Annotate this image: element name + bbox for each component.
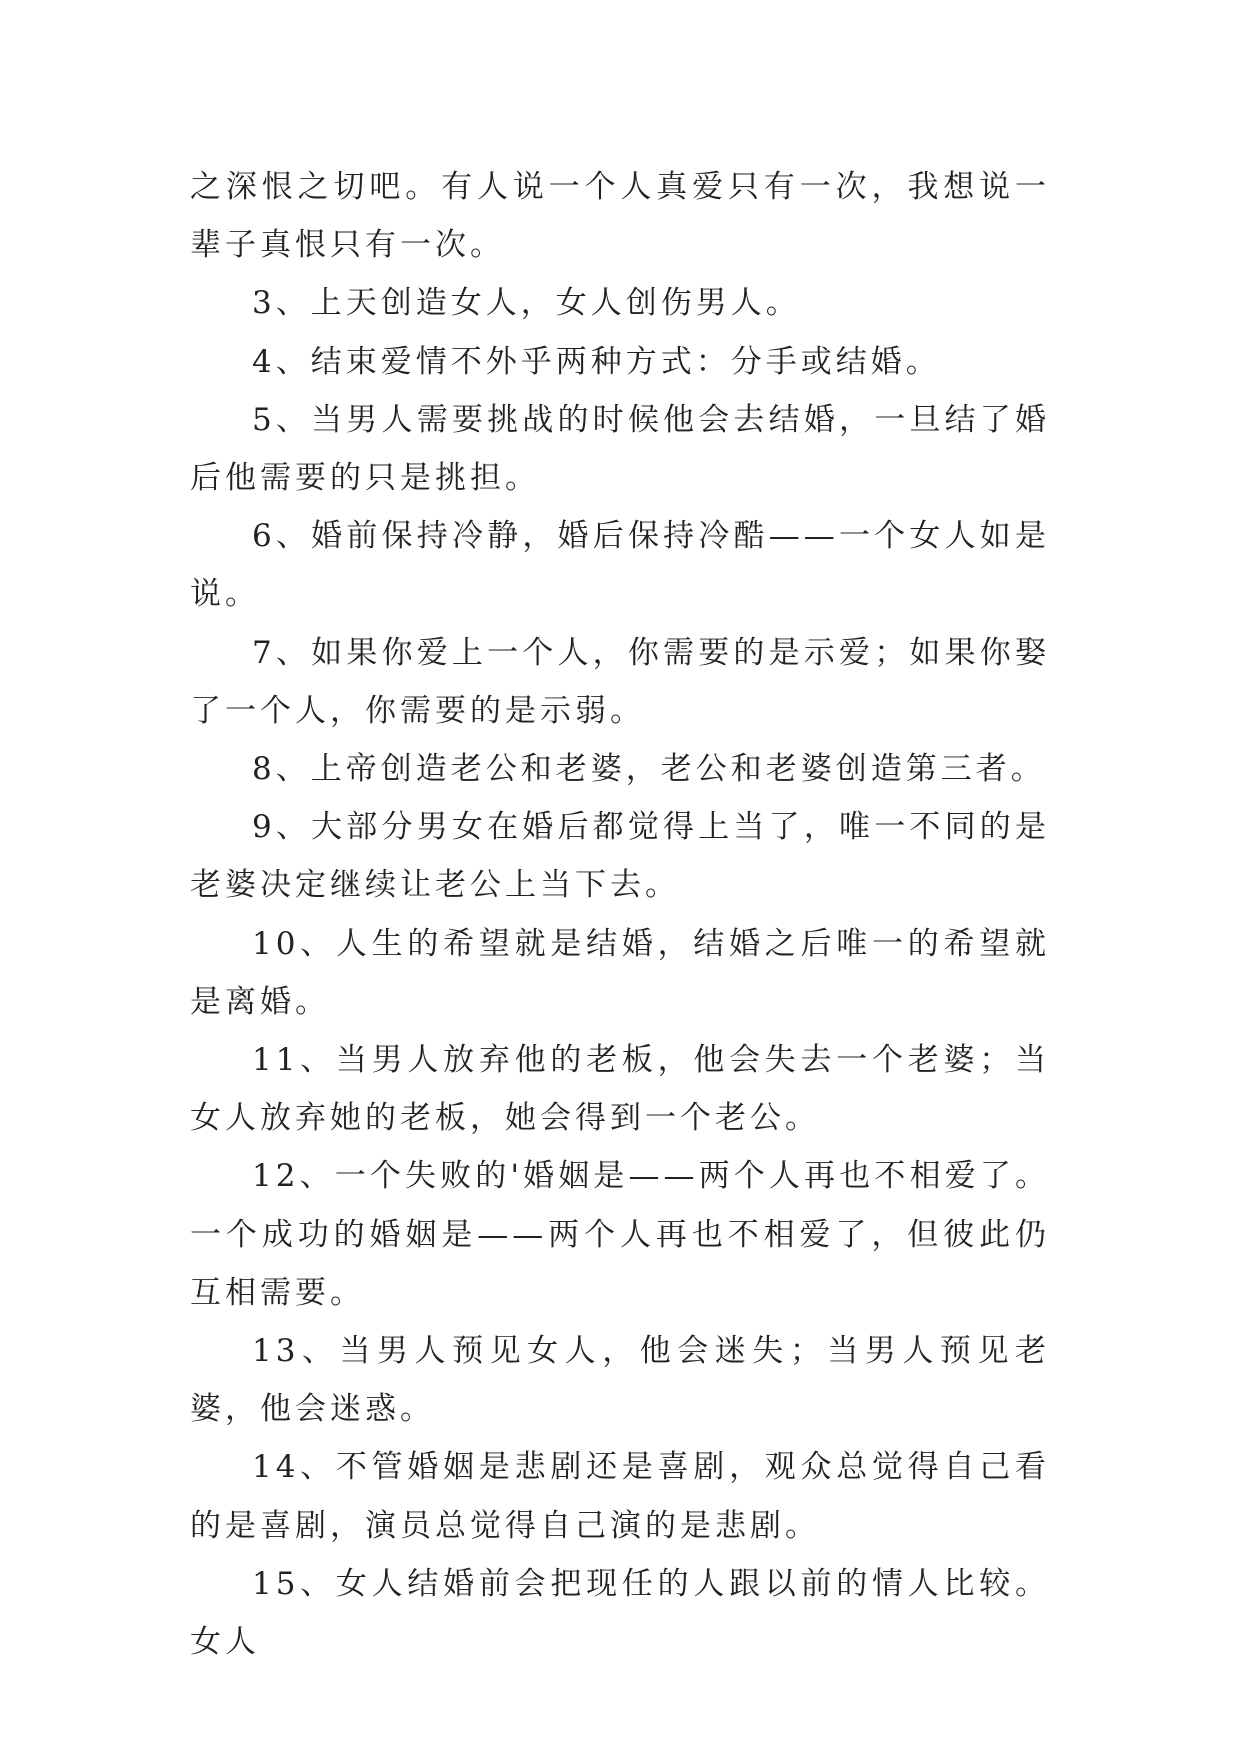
paragraph-item-8: 8、上帝创造老公和老婆，老公和老婆创造第三者。 [252, 751, 1046, 788]
paragraph-continued: 之深恨之切吧。有人说一个人真爱只有一次，我想说一辈子真恨只有一次。 [190, 169, 1050, 264]
document-body [190, 158, 1050, 1671]
paragraph-item-7: 7、如果你爱上一个人，你需要的是示爱；如果你娶了一个人，你需要的是示弱。 [190, 634, 1050, 729]
paragraph-item-10: 10、人生的希望就是结婚，结婚之后唯一的希望就是离婚。 [190, 925, 1050, 1020]
paragraph-item-13: 13、当男人预见女人，他会迷失；当男人预见老婆，他会迷惑。 [190, 1333, 1050, 1428]
paragraph-item-14: 14、不管婚姻是悲剧还是喜剧，观众总觉得自己看的是喜剧，演员总觉得自己演的是悲剧。 [190, 1449, 1050, 1544]
paragraph-item-9: 9、大部分男女在婚后都觉得上当了，唯一不同的是老婆决定继续让老公上当下去。 [190, 809, 1050, 904]
paragraph-item-6: 6、婚前保持冷静，婚后保持冷酷——一个女人如是说。 [190, 518, 1050, 613]
paragraph-item-11: 11、当男人放弃他的老板，他会失去一个老婆；当女人放弃她的老板，她会得到一个老公。 [190, 1042, 1050, 1137]
paragraph-item-12: 12、一个失败的'婚姻是——两个人再也不相爱了。一个成功的婚姻是——两个人再也不相爱了，但彼此仍互相需要。 [190, 1158, 1050, 1311]
paragraph-item-3: 3、上天创造女人，女人创伤男人。 [252, 285, 801, 322]
paragraph-item-15: 15、女人结婚前会把现任的人跟以前的情人比较。女人 [190, 1565, 1050, 1661]
paragraph-item-5: 5、当男人需要挑战的时候他会去结婚，一旦结了婚后他需要的只是挑担。 [190, 401, 1050, 497]
paragraph-item-4: 4、结束爱情不外乎两种方式：分手或结婚。 [252, 343, 941, 380]
